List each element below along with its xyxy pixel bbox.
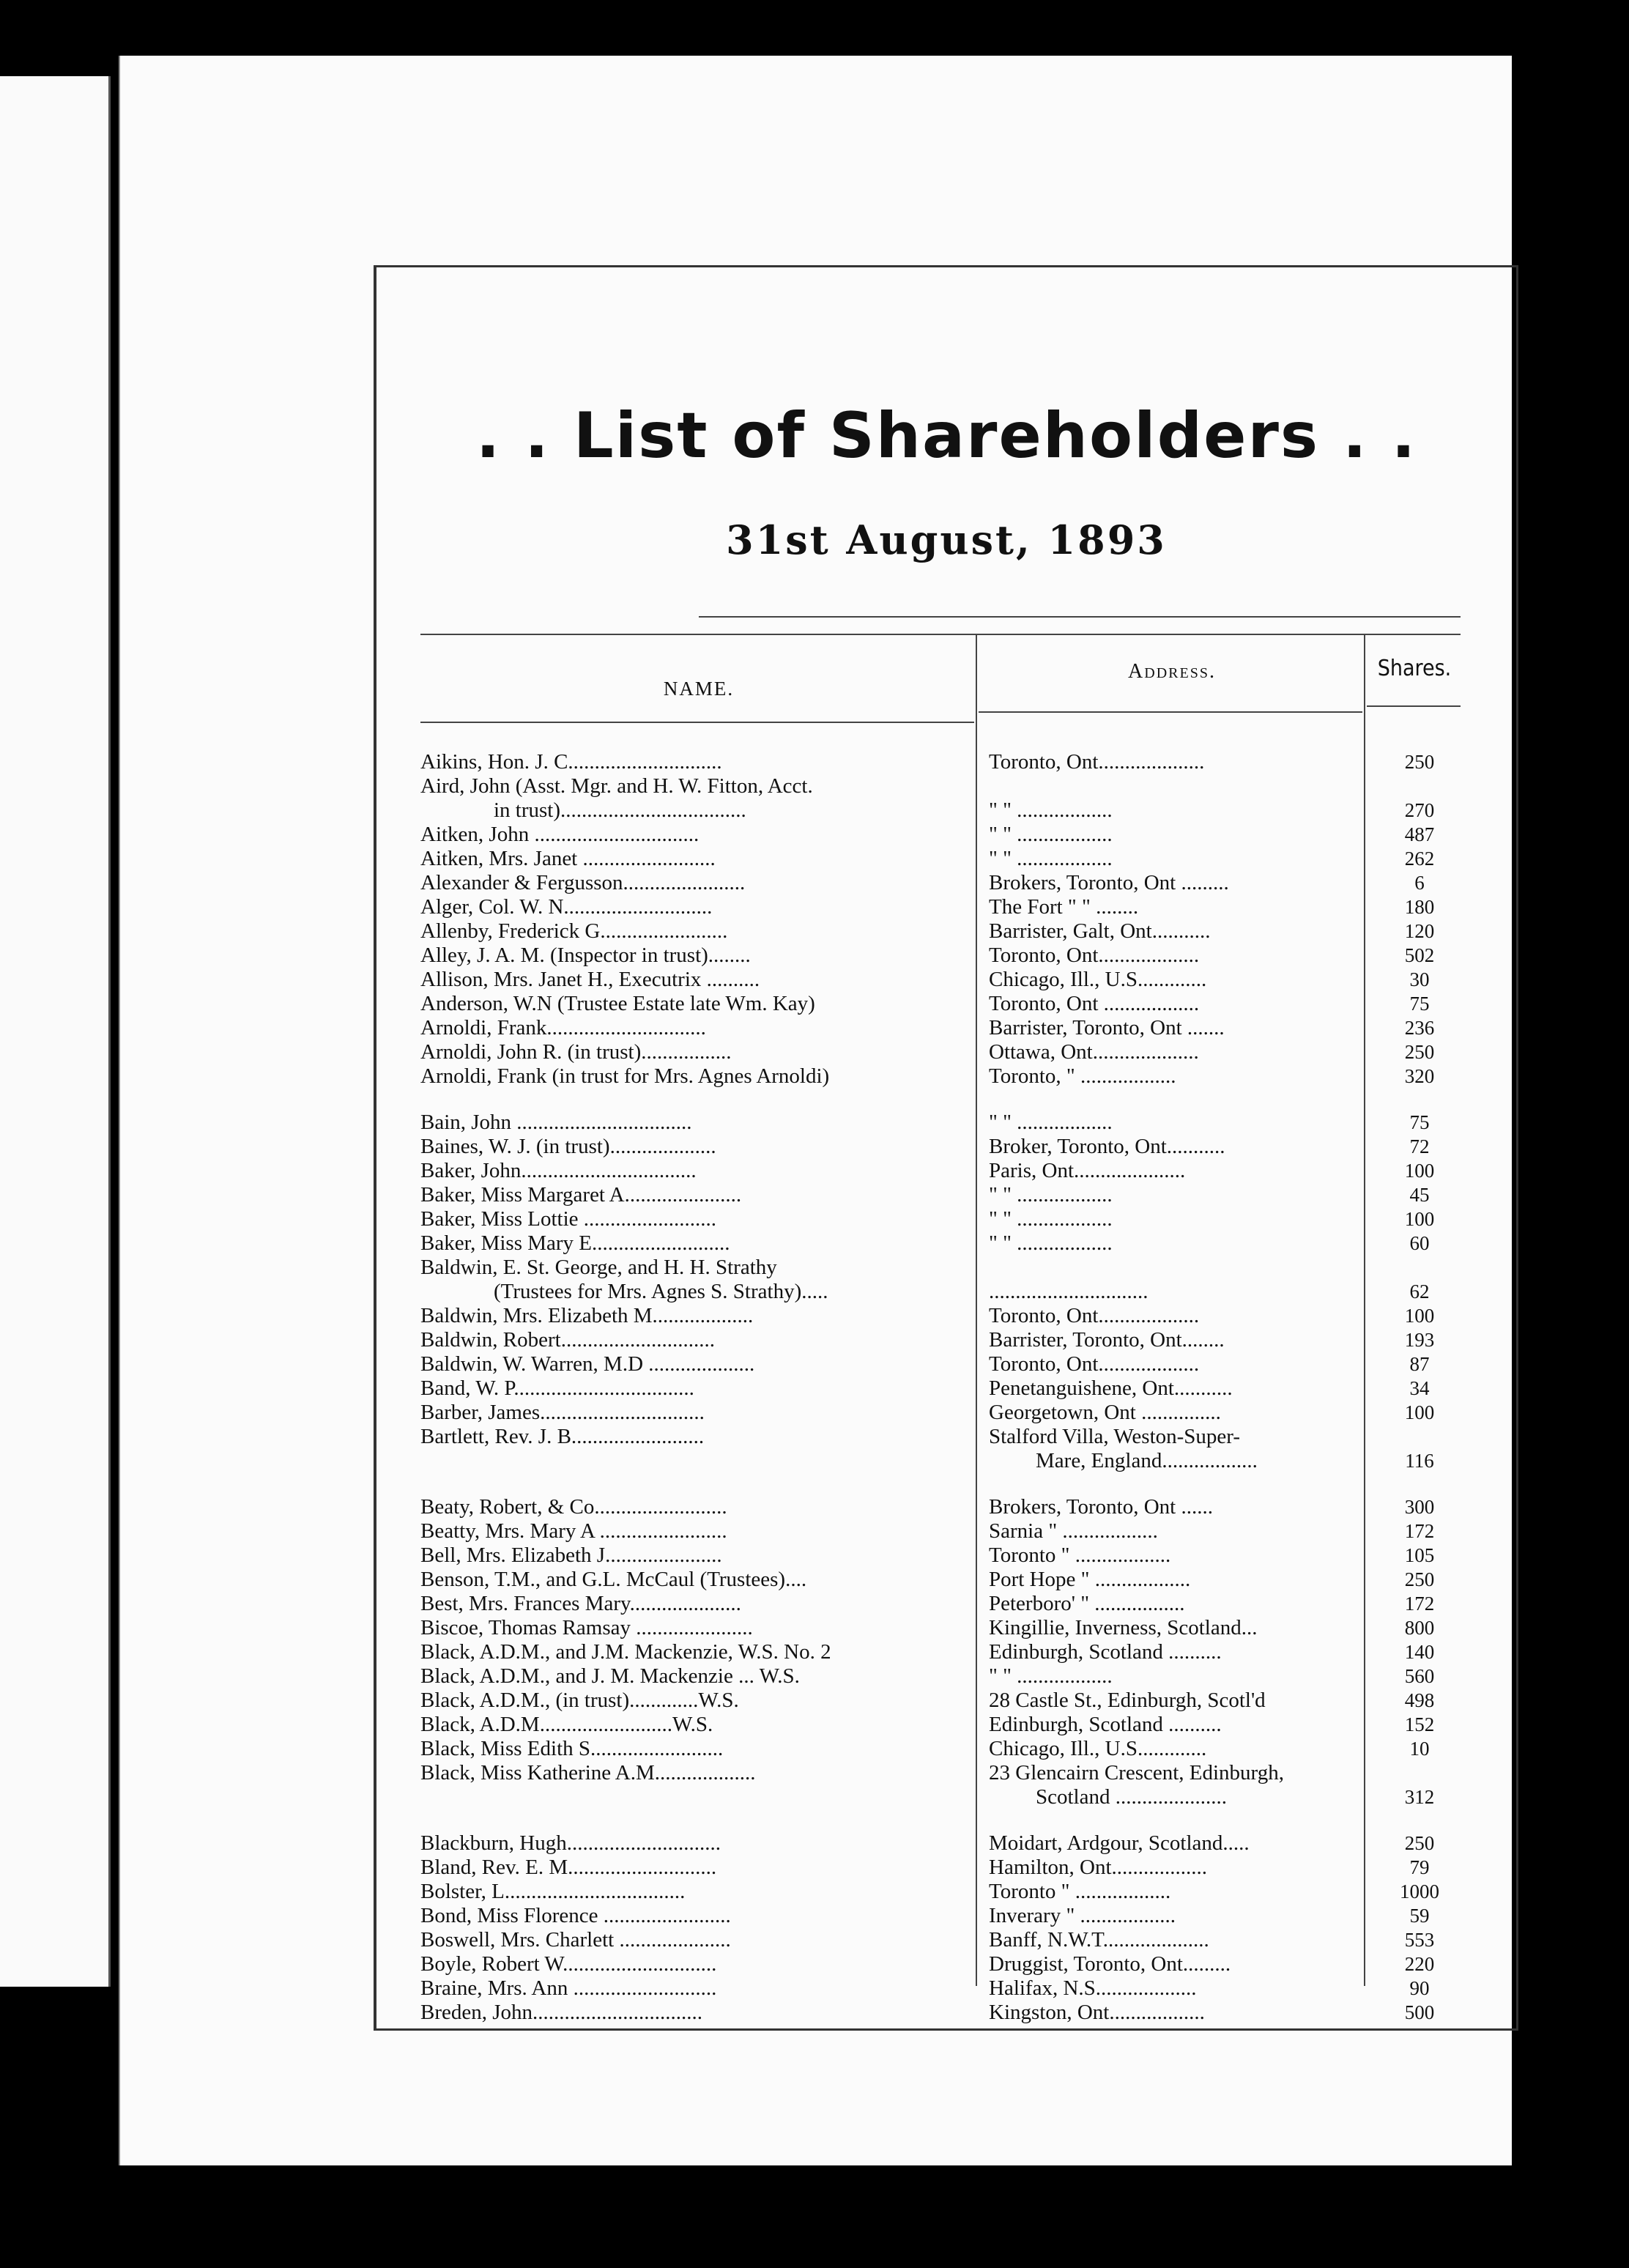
shareholder-address: Ottawa, Ont.................... [989, 1041, 1199, 1064]
header-bottom-rule-address [979, 711, 1362, 713]
shareholder-name: Bland, Rev. E. M............................ [420, 1856, 717, 1879]
table-row [376, 1617, 1516, 1639]
shareholder-address: Penetanguishene, Ont........... [989, 1377, 1233, 1400]
table-row [376, 1905, 1516, 1927]
table-row [376, 1520, 1516, 1543]
table-row [376, 1305, 1516, 1327]
shareholder-name: (Trustees for Mrs. Agnes S. Strathy)..... [494, 1281, 828, 1303]
table-row [376, 1041, 1516, 1064]
shareholder-address: Stalford Villa, Weston-Super- [989, 1426, 1241, 1448]
shareholder-shares: 250 [1404, 751, 1435, 773]
table-row [376, 1856, 1516, 1879]
header-top-rule [699, 616, 1461, 618]
shareholder-shares: 172 [1404, 1593, 1435, 1615]
shareholder-address: " " .................. [989, 823, 1113, 846]
shareholder-address: " " .................. [989, 1208, 1113, 1231]
shareholder-name: Black, A.D.M., (in trust).............W.S. [420, 1689, 739, 1712]
shareholder-name: Allison, Mrs. Janet H., Executrix .......... [420, 968, 760, 991]
table-row [376, 1111, 1516, 1134]
shareholder-name: Aitken, Mrs. Janet ......................... [420, 848, 716, 870]
shareholder-shares: 172 [1404, 1520, 1435, 1542]
shareholder-shares: 152 [1404, 1713, 1435, 1735]
shareholder-address: Edinburgh, Scotland .......... [989, 1713, 1222, 1736]
table-row [376, 1065, 1516, 1088]
shareholder-shares: 553 [1404, 1929, 1435, 1951]
shareholder-address: Brokers, Toronto, Ont ......... [989, 872, 1229, 894]
table-row [376, 1496, 1516, 1519]
shareholder-shares: 120 [1404, 920, 1435, 942]
shareholder-address: .............................. [989, 1281, 1149, 1303]
table-row [376, 1017, 1516, 1040]
table-row [376, 1232, 1516, 1255]
shareholder-shares: 100 [1404, 1401, 1435, 1423]
shareholder-address: Mare, England.................. [1036, 1450, 1258, 1472]
table-row [376, 1665, 1516, 1688]
table-row [376, 1426, 1516, 1448]
shareholder-name: Boswell, Mrs. Charlett ..................... [420, 1929, 731, 1952]
shareholder-shares: 320 [1404, 1065, 1435, 1087]
shareholder-name: Baldwin, Mrs. Elizabeth M................... [420, 1305, 754, 1327]
shareholder-address: Toronto, Ont................... [989, 944, 1200, 967]
shareholder-address: Toronto, Ont................... [989, 1353, 1200, 1376]
shareholder-name: Black, Miss Edith S......................... [420, 1738, 724, 1760]
shareholder-address: Barrister, Toronto, Ont........ [989, 1329, 1225, 1352]
table-row [376, 1377, 1516, 1400]
shareholder-name: Braine, Mrs. Ann ........................... [420, 1977, 717, 2000]
shareholder-name: Baldwin, E. St. George, and H. H. Strathy [420, 1256, 777, 1279]
column-header-name: NAME. [663, 678, 735, 700]
header-bottom-rule-shares [1367, 705, 1461, 707]
shareholder-address: Broker, Toronto, Ont........... [989, 1135, 1225, 1158]
shareholder-shares: 300 [1404, 1496, 1435, 1518]
shareholder-shares: 100 [1404, 1160, 1435, 1182]
shareholder-shares: 220 [1404, 1953, 1435, 1975]
shareholder-shares: 250 [1404, 1041, 1435, 1063]
shareholder-address: 23 Glencairn Crescent, Edinburgh, [989, 1762, 1284, 1785]
table-row [376, 1738, 1516, 1760]
shareholder-shares: 236 [1404, 1017, 1435, 1039]
shareholder-name: Beatty, Mrs. Mary A ........................ [420, 1520, 727, 1543]
table-row [376, 1160, 1516, 1182]
shareholder-name: Aird, John (Asst. Mgr. and H. W. Fitton, Acct. [420, 775, 813, 798]
shareholder-name: Biscoe, Thomas Ramsay ...................... [420, 1617, 753, 1639]
table-row [376, 1977, 1516, 2000]
table-row [376, 751, 1516, 774]
table-row [376, 775, 1516, 798]
shareholder-name: Arnoldi, Frank.............................. [420, 1017, 706, 1040]
table-row [376, 1568, 1516, 1591]
shareholder-shares: 34 [1409, 1377, 1430, 1399]
shareholder-name: Black, A.D.M., and J.M. Mackenzie, W.S. No. 2 [420, 1641, 831, 1664]
table-row [376, 1641, 1516, 1664]
shareholder-name: Anderson, W.N (Trustee Estate late Wm. Kay) [420, 993, 815, 1015]
document-page [119, 56, 1512, 2165]
shareholder-address: Halifax, N.S................... [989, 1977, 1197, 2000]
shareholder-address: " " .................. [989, 1232, 1113, 1255]
table-row [376, 944, 1516, 967]
left-page-edge [0, 76, 111, 1987]
shareholder-name: Arnoldi, John R. (in trust)................. [420, 1041, 732, 1064]
table-row [376, 968, 1516, 991]
table-row [376, 872, 1516, 894]
shareholder-address: Port Hope " .................. [989, 1568, 1191, 1591]
table-row [376, 848, 1516, 870]
table-row [376, 1135, 1516, 1158]
shareholder-shares: 312 [1404, 1786, 1435, 1808]
shareholder-shares: 560 [1404, 1665, 1435, 1687]
shareholder-shares: 90 [1409, 1977, 1430, 1999]
shareholder-name: Blackburn, Hugh............................. [420, 1832, 721, 1855]
shareholder-name: Aikins, Hon. J. C............................. [420, 751, 722, 774]
shareholder-name: Alger, Col. W. N............................ [420, 896, 713, 919]
shareholder-shares: 45 [1409, 1184, 1430, 1206]
shareholder-shares: 72 [1409, 1135, 1430, 1157]
shareholder-address: Toronto, Ont................... [989, 1305, 1200, 1327]
shareholder-address: Barrister, Galt, Ont........... [989, 920, 1211, 943]
table-row [376, 1544, 1516, 1567]
page-frame [374, 265, 1518, 2031]
shareholder-name: Alley, J. A. M. (Inspector in trust)........ [420, 944, 751, 967]
shareholder-shares: 270 [1404, 799, 1435, 821]
shareholder-shares: 250 [1404, 1568, 1435, 1590]
shareholder-name: Bell, Mrs. Elizabeth J...................... [420, 1544, 722, 1567]
shareholder-address: " " .................. [989, 799, 1113, 822]
shareholder-name: Band, W. P.................................. [420, 1377, 694, 1400]
shareholder-address: Moidart, Ardgour, Scotland..... [989, 1832, 1250, 1855]
shareholder-address: The Fort " " ........ [989, 896, 1139, 919]
shareholder-address: Toronto, Ont .................. [989, 993, 1200, 1015]
shareholder-name: Baker, Miss Mary E.......................... [420, 1232, 730, 1255]
shareholder-name: Baines, W. J. (in trust).................... [420, 1135, 716, 1158]
table-row [376, 823, 1516, 846]
shareholder-name: Barber, James............................... [420, 1401, 705, 1424]
shareholder-address: " " .................. [989, 1111, 1113, 1134]
shareholder-name: Baker, John................................. [420, 1160, 697, 1182]
shareholder-shares: 800 [1404, 1617, 1435, 1639]
shareholder-name: Bolster, L.................................. [420, 1880, 686, 1903]
shareholder-shares: 105 [1404, 1544, 1435, 1566]
shareholder-address: Toronto " .................. [989, 1544, 1171, 1567]
shareholder-address: Georgetown, Ont ............... [989, 1401, 1221, 1424]
shareholder-address: Hamilton, Ont.................. [989, 1856, 1208, 1879]
shareholder-shares: 250 [1404, 1832, 1435, 1854]
shareholder-address: Toronto, Ont.................... [989, 751, 1205, 774]
shareholder-shares: 100 [1404, 1208, 1435, 1230]
shareholder-name: Arnoldi, Frank (in trust for Mrs. Agnes Arnoldi) [420, 1065, 830, 1088]
table-row [376, 1762, 1516, 1785]
table-row [376, 993, 1516, 1015]
shareholder-name: Bartlett, Rev. J. B......................... [420, 1426, 705, 1448]
shareholder-shares: 193 [1404, 1329, 1435, 1351]
table-row [376, 1450, 1516, 1472]
shareholder-name: Alexander & Fergusson....................... [420, 872, 746, 894]
shareholder-shares: 30 [1409, 968, 1430, 990]
header-top-rule-2 [420, 634, 1461, 635]
table-row [376, 1208, 1516, 1231]
shareholder-address: Banff, N.W.T.................... [989, 1929, 1209, 1952]
shareholder-address: Sarnia " .................. [989, 1520, 1158, 1543]
shareholder-address: Barrister, Toronto, Ont ....... [989, 1017, 1225, 1040]
shareholder-name: Baker, Miss Margaret A...................... [420, 1184, 742, 1207]
shareholder-name: Boyle, Robert W............................. [420, 1953, 717, 1976]
shareholder-shares: 500 [1404, 2001, 1435, 2023]
shareholder-address: Kingillie, Inverness, Scotland... [989, 1617, 1258, 1639]
header-bottom-rule-name [420, 722, 974, 723]
shareholder-name: Baker, Miss Lottie ......................... [420, 1208, 717, 1231]
shareholder-address: Toronto, " .................. [989, 1065, 1176, 1088]
shareholder-name: Best, Mrs. Frances Mary..................... [420, 1593, 741, 1615]
shareholder-address: Druggist, Toronto, Ont......... [989, 1953, 1231, 1976]
table-row [376, 1880, 1516, 1903]
shareholder-name: Breden, John................................ [420, 2001, 703, 2024]
table-row [376, 1832, 1516, 1855]
document-date: 31st August, 1893 [726, 516, 1167, 563]
shareholder-address: Paris, Ont..................... [989, 1160, 1186, 1182]
shareholder-address: Edinburgh, Scotland .......... [989, 1641, 1222, 1664]
shareholder-shares: 60 [1409, 1232, 1430, 1254]
shareholder-shares: 100 [1404, 1305, 1435, 1327]
shareholder-name: Baldwin, W. Warren, M.D .................... [420, 1353, 755, 1376]
shareholder-shares: 79 [1409, 1856, 1430, 1878]
shareholder-address: Brokers, Toronto, Ont ...... [989, 1496, 1213, 1519]
shareholder-address: Inverary " .................. [989, 1905, 1176, 1927]
shareholder-name: in trust)................................... [494, 799, 746, 822]
shareholder-name: Beaty, Robert, & Co......................... [420, 1496, 727, 1519]
shareholder-name: Allenby, Frederick G........................ [420, 920, 728, 943]
shareholder-shares: 116 [1405, 1450, 1434, 1472]
shareholder-address: " " .................. [989, 1665, 1113, 1688]
shareholder-name: Black, Miss Katherine A.M................... [420, 1762, 756, 1785]
shareholder-address: 28 Castle St., Edinburgh, Scotl'd [989, 1689, 1266, 1712]
table-row [376, 1281, 1516, 1303]
shareholder-shares: 59 [1409, 1905, 1430, 1927]
shareholder-name: Bond, Miss Florence ........................ [420, 1905, 731, 1927]
document-title: . . List of Shareholders . . [475, 399, 1417, 472]
table-row [376, 1713, 1516, 1736]
table-row [376, 1184, 1516, 1207]
shareholder-shares: 75 [1409, 1111, 1430, 1133]
shareholder-address: Chicago, Ill., U.S............. [989, 1738, 1207, 1760]
shareholder-address: Scotland ..................... [1036, 1786, 1227, 1809]
column-header-shares: Shares. [1377, 656, 1452, 681]
shareholder-address: Kingston, Ont.................. [989, 2001, 1205, 2024]
table-row [376, 1689, 1516, 1712]
shareholder-address: Peterboro' " ................. [989, 1593, 1185, 1615]
table-row [376, 920, 1516, 943]
table-row [376, 1256, 1516, 1279]
column-header-address: Address. [1128, 660, 1216, 683]
shareholder-shares: 1000 [1400, 1880, 1439, 1902]
shareholder-shares: 487 [1404, 823, 1435, 845]
table-row [376, 2001, 1516, 2024]
shareholder-shares: 502 [1404, 944, 1435, 966]
shareholder-name: Aitken, John ............................... [420, 823, 700, 846]
table-row [376, 1353, 1516, 1376]
shareholder-shares: 75 [1409, 993, 1430, 1015]
shareholder-name: Black, A.D.M., and J. M. Mackenzie ... W.S. [420, 1665, 800, 1688]
shareholder-shares: 87 [1409, 1353, 1430, 1375]
table-row [376, 896, 1516, 919]
table-row [376, 1593, 1516, 1615]
shareholder-address: " " .................. [989, 848, 1113, 870]
table-row [376, 799, 1516, 822]
shareholder-name: Bain, John ................................. [420, 1111, 692, 1134]
shareholder-shares: 10 [1409, 1738, 1430, 1760]
shareholder-shares: 262 [1404, 848, 1435, 870]
shareholder-address: Toronto " .................. [989, 1880, 1171, 1903]
shareholder-shares: 180 [1404, 896, 1435, 918]
table-row [376, 1401, 1516, 1424]
table-row [376, 1786, 1516, 1809]
shareholder-name: Benson, T.M., and G.L. McCaul (Trustees).... [420, 1568, 807, 1591]
table-row [376, 1329, 1516, 1352]
shareholder-shares: 62 [1409, 1281, 1430, 1302]
table-row [376, 1953, 1516, 1976]
shareholder-shares: 140 [1404, 1641, 1435, 1663]
shareholder-address: Chicago, Ill., U.S............. [989, 968, 1207, 991]
shareholder-shares: 6 [1414, 872, 1425, 894]
shareholder-address: " " .................. [989, 1184, 1113, 1207]
shareholder-name: Baldwin, Robert............................. [420, 1329, 715, 1352]
shareholder-shares: 498 [1404, 1689, 1435, 1711]
shareholder-name: Black, A.D.M.........................W.S. [420, 1713, 713, 1736]
table-row [376, 1929, 1516, 1952]
